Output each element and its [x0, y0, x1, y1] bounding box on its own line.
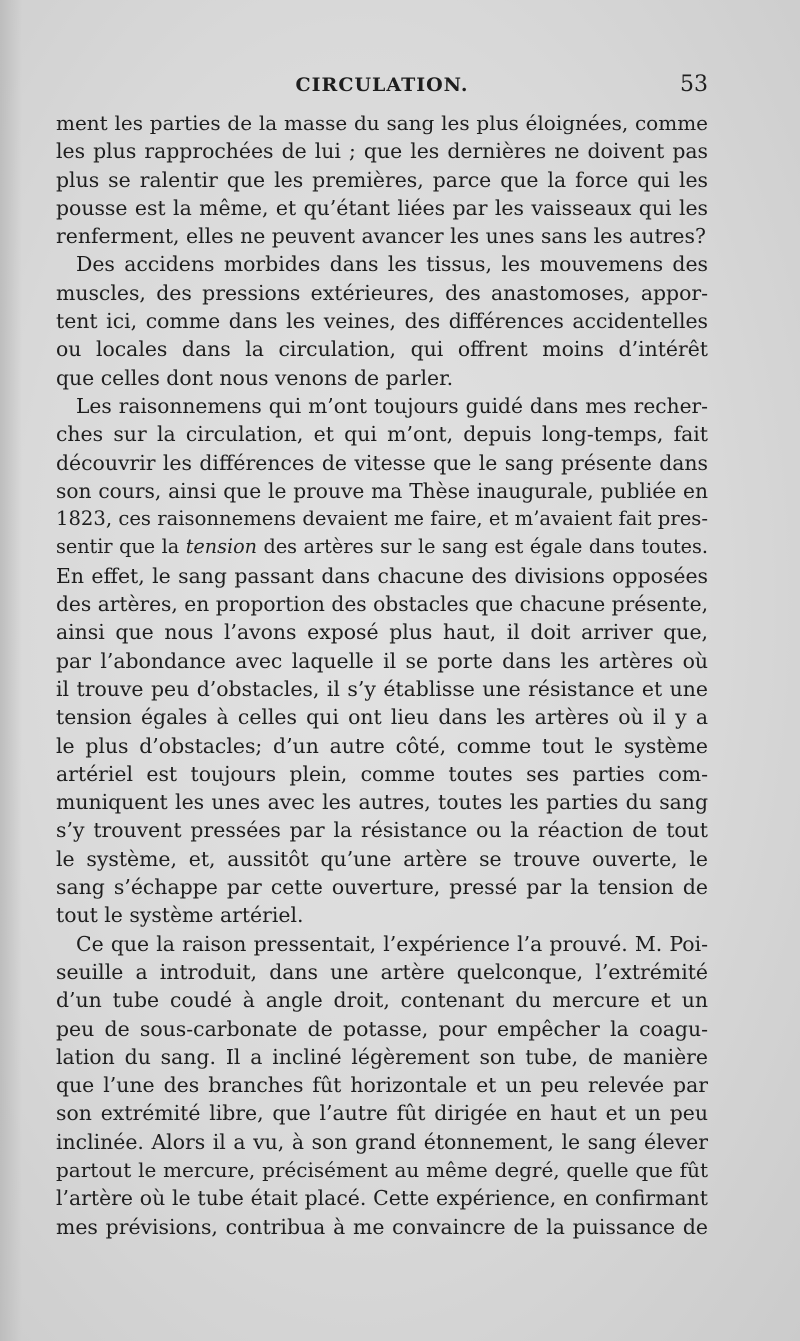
- text-line: tension égales à celles qui ont lieu dans les artères où il y a: [56, 705, 708, 730]
- text-line: Des accidens morbides dans les tissus, les mouvemens des: [76, 252, 708, 277]
- text-line: pousse est la même, et qu’étant liées par les vaisseaux qui les: [56, 195, 708, 220]
- text-line: que celles dont nous venons de parler.: [56, 365, 454, 390]
- text-line: découvrir les différences de vitesse que le sang présente dans: [56, 450, 708, 475]
- text-line: partout le mercure, précisément au même degré, quelle que fût: [56, 1157, 708, 1182]
- text-line: que l’une des branches fût horizontale et un peu relevée par: [56, 1073, 708, 1098]
- text-line: artériel est toujours plein, comme toutes ses parties com-: [56, 761, 708, 786]
- text-line: Les raisonnemens qui m’ont toujours guidé dans mes recher-: [76, 393, 708, 418]
- page-header: [56, 74, 708, 102]
- text-line: le plus d’obstacles; d’un autre côté, comme tout le système: [56, 733, 708, 758]
- text-line: mes prévisions, contribua à me convaincre de la puissance de: [56, 1214, 708, 1239]
- text-line: ment les parties de la masse du sang les plus éloignées, comme: [56, 111, 708, 135]
- body-text: [56, 109, 708, 1241]
- text-line: il trouve peu d’obstacles, il s’y établisse une résistance et une: [56, 676, 708, 701]
- running-title: CIRCULATION.: [295, 74, 469, 96]
- text-line: ou locales dans la circulation, qui offrent moins d’intérêt: [56, 337, 708, 362]
- text-line: 1823, ces raisonnemens devaient me faire, et m’avaient fait pres-: [56, 507, 708, 531]
- text-line-with-italic: [56, 533, 708, 561]
- text-line: En effet, le sang passant dans chacune des divisions opposées: [56, 563, 708, 588]
- italic-term: tension: [185, 535, 258, 559]
- text-line: son extrémité libre, que l’autre fût dirigée en haut et un peu: [56, 1101, 708, 1126]
- text-line: d’un tube coudé à angle droit, contenant du mercure et un: [56, 988, 708, 1013]
- text-line: inclinée. Alors il a vu, à son grand étonnement, le sang élever: [56, 1129, 708, 1154]
- text-line: des artères, en proportion des obstacles que chacune présente,: [56, 592, 708, 617]
- text-line: muscles, des pressions extérieures, des anastomoses, appor-: [56, 280, 708, 305]
- text-line: l’artère où le tube était placé. Cette expérience, en confirmant: [56, 1186, 708, 1211]
- text-line: les plus rapprochées de lui ; que les dernières ne doivent pas: [56, 139, 708, 164]
- text-line: peu de sous-carbonate de potasse, pour empêcher la coagu-: [56, 1016, 708, 1041]
- text-line: tout le système artériel.: [56, 903, 304, 928]
- text-line: sang s’échappe par cette ouverture, pressé par la tension de: [56, 875, 708, 900]
- text-segment: sentir que la: [56, 535, 180, 559]
- text-line: tent ici, comme dans les veines, des différences accidentelles: [56, 309, 708, 334]
- text-line: plus se ralentir que les premières, parce que la force qui les: [56, 167, 708, 192]
- text-line: seuille a introduit, dans une artère quelconque, l’extrémité: [56, 959, 708, 984]
- text-line: ches sur la circulation, et qui m’ont, depuis long-temps, fait: [56, 422, 708, 447]
- text-line: ainsi que nous l’avons exposé plus haut, il doit arriver que,: [56, 620, 708, 645]
- text-line: Ce que la raison pressentait, l’expérience l’a prouvé. M. Poi-: [76, 931, 708, 956]
- text-line: lation du sang. Il a incliné légèrement son tube, de manière: [56, 1044, 708, 1069]
- text-segment: des artères sur le sang est égale dans toutes.: [263, 535, 708, 559]
- page-number: 53: [680, 72, 708, 97]
- text-line: renferment, elles ne peuvent avancer les unes sans les autres?: [56, 224, 706, 249]
- text-line: son cours, ainsi que le prouve ma Thèse inaugurale, publiée en: [56, 478, 708, 503]
- text-line: le système, et, aussitôt qu’une artère se trouve ouverte, le: [56, 846, 708, 871]
- text-line: muniquent les unes avec les autres, toutes les parties du sang: [56, 790, 708, 815]
- text-line: par l’abondance avec laquelle il se porte dans les artères où: [56, 648, 708, 673]
- text-line: s’y trouvent pressées par la résistance ou la réaction de tout: [56, 818, 708, 843]
- gutter-shadow: [0, 0, 22, 1341]
